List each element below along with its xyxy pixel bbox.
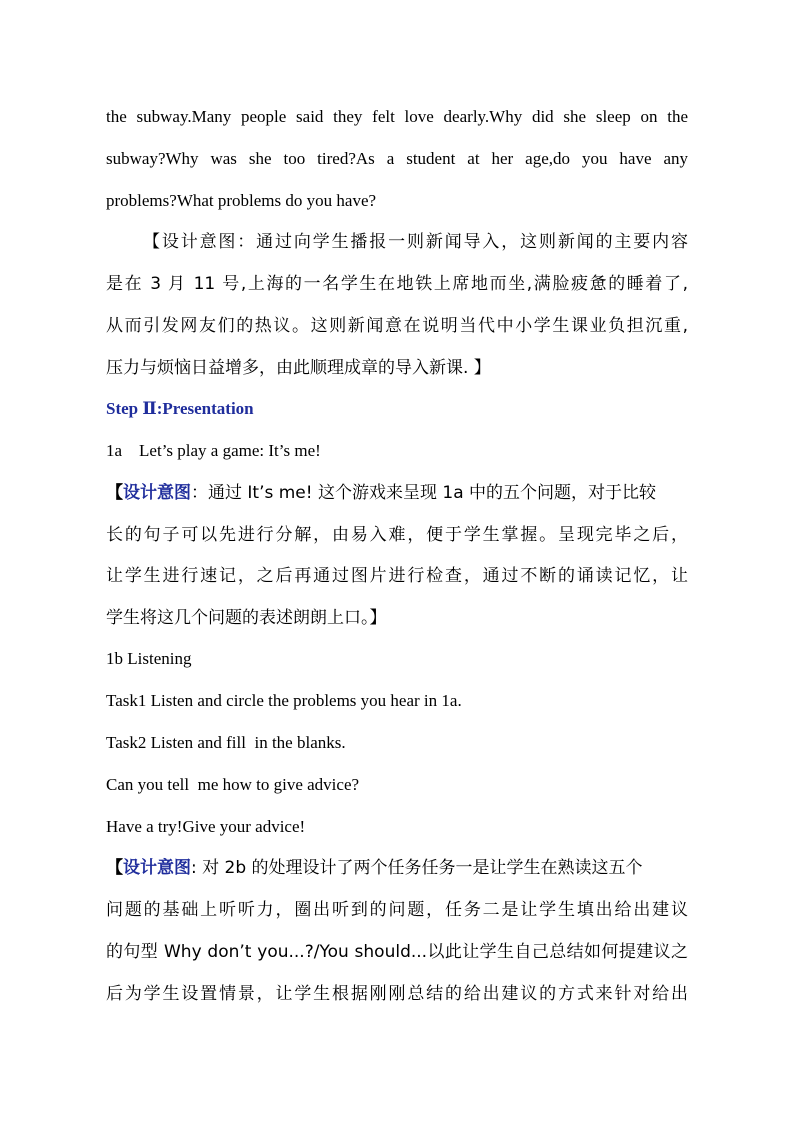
intent2-line1	[106, 481, 688, 505]
intent1-line1: 【设计意图：通过向学生播报一则新闻导入，这则新闻的主要内容	[143, 232, 688, 252]
intent1-line4: 压力与烦恼日益增多，由此顺理成章的导入新课. 】	[106, 358, 491, 378]
intent2-line3: 让学生进行速记，之后再通过图片进行检查，通过不断的诵读记忆，让	[106, 566, 688, 586]
task1-text: Task1 Listen and circle the problems you hear in 1a.	[106, 691, 462, 710]
intent3-label: 设计意图	[123, 858, 191, 878]
intent3-line1	[106, 856, 688, 880]
intent1-line3: 从而引发网友们的热议。这则新闻意在说明当代中小学生课业负担沉重,	[106, 316, 688, 336]
advice-question: Can you tell me how to give advice?	[106, 775, 360, 794]
try-text: Have a try!Give your advice!	[106, 817, 306, 836]
listening-heading: 1b Listening	[106, 649, 192, 668]
step2-heading: Step Ⅱ:Presentation	[106, 399, 254, 418]
item-1a: 1a Let’s play a game: It’s me!	[106, 441, 321, 460]
intent2-line4: 学生将这几个问题的表述朗朗上口。】	[106, 608, 387, 628]
intent2-bracket: 【	[106, 483, 123, 503]
intent3-line3: 的句型 Why don’t you...?/You should...以此让学生自己总结如何提建议之	[106, 942, 688, 962]
paragraph1-line1: the subway.Many people said they felt love dearly.Why did she sleep on the	[106, 107, 688, 126]
intent2-label: 设计意图	[123, 483, 191, 503]
intent3-bracket: 【	[106, 858, 123, 878]
paragraph1-line2: subway?Why was she too tired?As a student at her age,do you have any	[106, 149, 688, 168]
intent3-line2: 问题的基础上听听力，圈出听到的问题，任务二是让学生填出给出建议	[106, 900, 688, 920]
intent3-line1-text: : 对 2b 的处理设计了两个任务任务一是让学生在熟读这五个	[191, 858, 643, 878]
task2-text: Task2 Listen and fill in the blanks.	[106, 733, 346, 752]
paragraph1-line3: problems?What problems do you have?	[106, 191, 377, 210]
intent2-line2: 长的句子可以先进行分解，由易入难，便于学生掌握。呈现完毕之后，	[106, 525, 688, 545]
intent3-line4: 后为学生设置情景，让学生根据刚刚总结的给出建议的方式来针对给出	[106, 984, 688, 1004]
intent1-line2: 是在 3 月 11 号,上海的一名学生在地铁上席地而坐,满脸疲惫的睡着了,	[106, 274, 688, 294]
intent2-line1-text: ：通过 It’s me! 这个游戏来呈现 1a 中的五个问题，对于比较	[191, 483, 657, 503]
